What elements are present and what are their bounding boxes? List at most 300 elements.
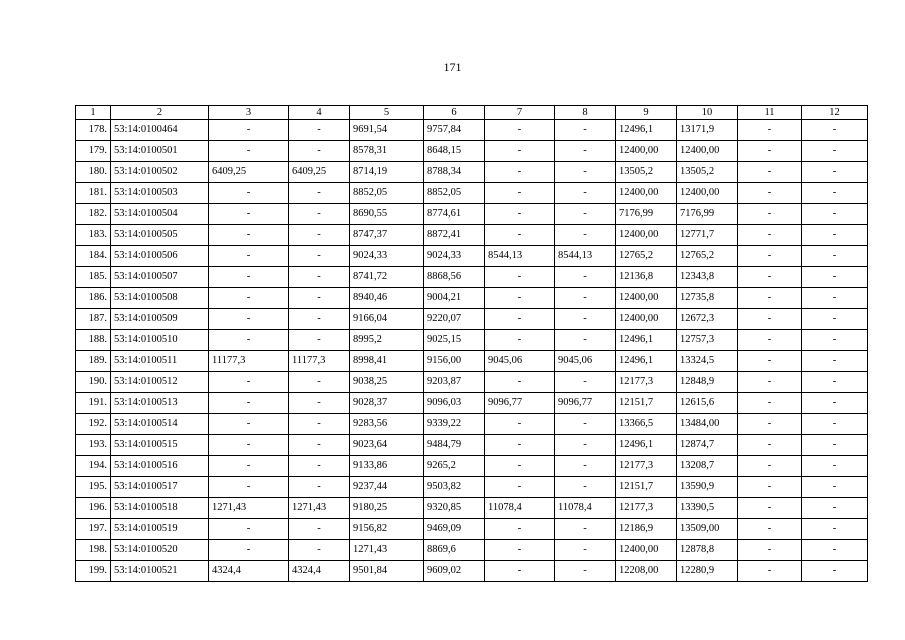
table-cell: 8872,41 — [424, 225, 485, 246]
table-cell: 8788,34 — [424, 162, 485, 183]
table-cell: - — [738, 183, 802, 204]
table-cell: - — [738, 330, 802, 351]
table-cell: - — [289, 267, 350, 288]
table-cell: 9045,06 — [555, 351, 616, 372]
table-cell: 9469,09 — [424, 519, 485, 540]
table-cell: - — [555, 456, 616, 477]
table-cell: - — [209, 120, 289, 141]
column-header: 8 — [555, 106, 616, 120]
column-header: 3 — [209, 106, 289, 120]
table-cell: 8741,72 — [350, 267, 424, 288]
table-cell: 13505,2 — [616, 162, 677, 183]
table-cell: 9320,85 — [424, 498, 485, 519]
table-cell: 12400,00 — [616, 183, 677, 204]
table-cell: 9156,00 — [424, 351, 485, 372]
table-cell: - — [289, 519, 350, 540]
cadastral-number-cell: 53:14:0100503 — [111, 183, 209, 204]
row-number-cell: 199. — [76, 561, 111, 582]
cadastral-number-cell: 53:14:0100508 — [111, 288, 209, 309]
table-cell: - — [289, 540, 350, 561]
table-cell: - — [289, 309, 350, 330]
table-cell: 13366,5 — [616, 414, 677, 435]
table-cell: - — [485, 183, 555, 204]
table-cell: 12186,9 — [616, 519, 677, 540]
table-cell: 8774,61 — [424, 204, 485, 225]
table-cell: 9096,77 — [485, 393, 555, 414]
table-row — [76, 456, 868, 477]
table-cell: 12496,1 — [616, 330, 677, 351]
table-row — [76, 267, 868, 288]
table-cell: - — [289, 477, 350, 498]
table-cell: - — [209, 225, 289, 246]
table-row — [76, 162, 868, 183]
table-cell: - — [738, 267, 802, 288]
table-cell: - — [738, 435, 802, 456]
table-row — [76, 120, 868, 141]
table-row — [76, 561, 868, 582]
table-cell: - — [485, 456, 555, 477]
table-cell: 12496,1 — [616, 351, 677, 372]
table-cell: - — [555, 288, 616, 309]
table-cell: - — [209, 435, 289, 456]
table-cell: 12280,9 — [677, 561, 738, 582]
table-cell: 9024,33 — [424, 246, 485, 267]
table-cell: - — [485, 162, 555, 183]
table-cell: - — [555, 540, 616, 561]
table-cell: - — [738, 540, 802, 561]
cadastral-number-cell: 53:14:0100517 — [111, 477, 209, 498]
row-number-cell: 196. — [76, 498, 111, 519]
table-cell: 8852,05 — [424, 183, 485, 204]
row-number-cell: 184. — [76, 246, 111, 267]
row-number-cell: 178. — [76, 120, 111, 141]
table-cell: 12771,7 — [677, 225, 738, 246]
table-cell: 11078,4 — [485, 498, 555, 519]
table-row — [76, 435, 868, 456]
table-cell: 13171,9 — [677, 120, 738, 141]
table-cell: 8544,13 — [555, 246, 616, 267]
table-cell: 12400,00 — [616, 225, 677, 246]
column-header: 5 — [350, 106, 424, 120]
table-cell: 12400,00 — [616, 540, 677, 561]
table-cell: - — [209, 309, 289, 330]
table-cell: - — [289, 456, 350, 477]
table-cell: 13324,5 — [677, 351, 738, 372]
table-cell: 9691,54 — [350, 120, 424, 141]
table-cell: - — [485, 288, 555, 309]
table-cell: - — [485, 540, 555, 561]
column-header: 12 — [802, 106, 868, 120]
table-row — [76, 372, 868, 393]
row-number-cell: 179. — [76, 141, 111, 162]
table-cell: - — [802, 183, 868, 204]
cadastral-number-cell: 53:14:0100506 — [111, 246, 209, 267]
table-cell: - — [802, 246, 868, 267]
table-cell: - — [802, 498, 868, 519]
table-cell: 13505,2 — [677, 162, 738, 183]
table-cell: 8544,13 — [485, 246, 555, 267]
table-cell: - — [209, 519, 289, 540]
table-cell: 12765,2 — [677, 246, 738, 267]
cadastral-number-cell: 53:14:0100504 — [111, 204, 209, 225]
cadastral-number-cell: 53:14:0100507 — [111, 267, 209, 288]
table-row — [76, 498, 868, 519]
table-cell: 12208,00 — [616, 561, 677, 582]
table-cell: 13208,7 — [677, 456, 738, 477]
table-cell: 11177,3 — [289, 351, 350, 372]
cadastral-number-cell: 53:14:0100518 — [111, 498, 209, 519]
table-cell: 11078,4 — [555, 498, 616, 519]
table-cell: 1271,43 — [209, 498, 289, 519]
header-row — [76, 106, 868, 120]
table-cell: 6409,25 — [209, 162, 289, 183]
table-cell: 12400,00 — [616, 288, 677, 309]
cadastral-number-cell: 53:14:0100509 — [111, 309, 209, 330]
column-header: 11 — [738, 106, 802, 120]
table-cell: 9503,82 — [424, 477, 485, 498]
table-cell: - — [289, 414, 350, 435]
table-cell: 4324,4 — [289, 561, 350, 582]
table-row — [76, 225, 868, 246]
cadastral-number-cell: 53:14:0100514 — [111, 414, 209, 435]
table-cell: 8747,37 — [350, 225, 424, 246]
table-cell: - — [485, 477, 555, 498]
table-cell: 9484,79 — [424, 435, 485, 456]
table-cell: 9096,77 — [555, 393, 616, 414]
table-cell: - — [485, 225, 555, 246]
table-cell: - — [802, 540, 868, 561]
table-cell: - — [802, 372, 868, 393]
cadastral-number-cell: 53:14:0100510 — [111, 330, 209, 351]
table-cell: 8690,55 — [350, 204, 424, 225]
table-cell: 9609,02 — [424, 561, 485, 582]
table-cell: 12151,7 — [616, 477, 677, 498]
table-cell: - — [555, 330, 616, 351]
table-cell: - — [289, 141, 350, 162]
table-cell: - — [802, 309, 868, 330]
table-row — [76, 414, 868, 435]
table-cell: 12400,00 — [616, 141, 677, 162]
table-cell: - — [738, 225, 802, 246]
cadastral-number-cell: 53:14:0100521 — [111, 561, 209, 582]
table-cell: - — [555, 309, 616, 330]
table-row — [76, 309, 868, 330]
table-row — [76, 540, 868, 561]
table-cell: 7176,99 — [677, 204, 738, 225]
row-number-cell: 197. — [76, 519, 111, 540]
table-cell: 12343,8 — [677, 267, 738, 288]
row-number-cell: 191. — [76, 393, 111, 414]
row-number-cell: 186. — [76, 288, 111, 309]
column-header: 10 — [677, 106, 738, 120]
table-cell: 9180,25 — [350, 498, 424, 519]
table-cell: 12136,8 — [616, 267, 677, 288]
cadastral-number-cell: 53:14:0100520 — [111, 540, 209, 561]
table-body — [76, 120, 868, 582]
table-cell: 9024,33 — [350, 246, 424, 267]
table-cell: - — [555, 414, 616, 435]
table-cell: 7176,99 — [616, 204, 677, 225]
table-cell: 9501,84 — [350, 561, 424, 582]
cadastral-number-cell: 53:14:0100515 — [111, 435, 209, 456]
row-number-cell: 183. — [76, 225, 111, 246]
table-cell: 11177,3 — [209, 351, 289, 372]
table-cell: - — [802, 519, 868, 540]
cadastral-number-cell: 53:14:0100511 — [111, 351, 209, 372]
table-cell: - — [738, 393, 802, 414]
table-cell: - — [289, 372, 350, 393]
table-cell: 9038,25 — [350, 372, 424, 393]
table-cell: - — [555, 204, 616, 225]
table-cell: - — [485, 561, 555, 582]
table-cell: 9133,86 — [350, 456, 424, 477]
table-cell: - — [738, 477, 802, 498]
table-cell: - — [738, 288, 802, 309]
table-cell: - — [802, 477, 868, 498]
table-cell: - — [802, 225, 868, 246]
table-cell: - — [738, 414, 802, 435]
table-cell: - — [209, 393, 289, 414]
table-cell: - — [289, 330, 350, 351]
row-number-cell: 190. — [76, 372, 111, 393]
table-cell: 9203,87 — [424, 372, 485, 393]
table-cell: 8578,31 — [350, 141, 424, 162]
table-row — [76, 393, 868, 414]
table-cell: - — [209, 540, 289, 561]
table-cell: 9237,44 — [350, 477, 424, 498]
cadastral-number-cell: 53:14:0100513 — [111, 393, 209, 414]
table-cell: 8869,6 — [424, 540, 485, 561]
table-cell: 12874,7 — [677, 435, 738, 456]
cadastral-number-cell: 53:14:0100519 — [111, 519, 209, 540]
table-cell: - — [555, 519, 616, 540]
table-cell: 13390,5 — [677, 498, 738, 519]
table-cell: 12878,8 — [677, 540, 738, 561]
table-cell: 12177,3 — [616, 498, 677, 519]
table-cell: - — [738, 204, 802, 225]
table-cell: - — [802, 288, 868, 309]
table-cell: - — [555, 183, 616, 204]
table-cell: - — [802, 120, 868, 141]
table-cell: 12400,00 — [677, 183, 738, 204]
table-cell: - — [209, 267, 289, 288]
table-cell: - — [289, 288, 350, 309]
column-header: 9 — [616, 106, 677, 120]
table-cell: 9025,15 — [424, 330, 485, 351]
table-cell: 8648,15 — [424, 141, 485, 162]
table-cell: - — [289, 204, 350, 225]
table-cell: 12848,9 — [677, 372, 738, 393]
table-row — [76, 204, 868, 225]
table-cell: - — [555, 225, 616, 246]
table-cell: - — [802, 141, 868, 162]
table-cell: - — [485, 120, 555, 141]
table-cell: - — [209, 246, 289, 267]
table-cell: - — [209, 372, 289, 393]
row-number-cell: 194. — [76, 456, 111, 477]
table-cell: - — [802, 162, 868, 183]
table-cell: - — [802, 561, 868, 582]
table-cell: - — [209, 141, 289, 162]
table-row — [76, 141, 868, 162]
page-number: 171 — [443, 60, 462, 74]
table-cell: 12735,8 — [677, 288, 738, 309]
table-cell: 8868,56 — [424, 267, 485, 288]
row-number-cell: 180. — [76, 162, 111, 183]
table-cell: - — [485, 141, 555, 162]
table-cell: 8940,46 — [350, 288, 424, 309]
table-cell: - — [289, 183, 350, 204]
table-cell: - — [738, 162, 802, 183]
table-cell: 13509,00 — [677, 519, 738, 540]
column-header: 1 — [76, 106, 111, 120]
table-cell: 12177,3 — [616, 456, 677, 477]
table-cell: - — [802, 330, 868, 351]
table-cell: - — [802, 456, 868, 477]
table-cell: - — [289, 225, 350, 246]
table-cell: - — [738, 351, 802, 372]
row-number-cell: 198. — [76, 540, 111, 561]
row-number-cell: 181. — [76, 183, 111, 204]
table-cell: 9757,84 — [424, 120, 485, 141]
table-cell: 12496,1 — [616, 435, 677, 456]
table-cell: 13590,9 — [677, 477, 738, 498]
row-number-cell: 192. — [76, 414, 111, 435]
table-cell: - — [209, 183, 289, 204]
table-cell: - — [738, 141, 802, 162]
table-cell: - — [485, 519, 555, 540]
table-cell: 6409,25 — [289, 162, 350, 183]
table-cell: 9156,82 — [350, 519, 424, 540]
table-cell: - — [485, 435, 555, 456]
table-cell: - — [209, 456, 289, 477]
row-number-cell: 182. — [76, 204, 111, 225]
table-cell: - — [738, 246, 802, 267]
table-cell: 9096,03 — [424, 393, 485, 414]
column-header: 6 — [424, 106, 485, 120]
table-header — [76, 106, 868, 120]
table-cell: 9265,2 — [424, 456, 485, 477]
table-cell: - — [209, 477, 289, 498]
table-cell: - — [555, 141, 616, 162]
column-header: 2 — [111, 106, 209, 120]
table-cell: 9283,56 — [350, 414, 424, 435]
row-number-cell: 188. — [76, 330, 111, 351]
table-cell: - — [738, 456, 802, 477]
table-cell: - — [555, 477, 616, 498]
table-row — [76, 330, 868, 351]
table-cell: - — [485, 330, 555, 351]
table-cell: - — [802, 414, 868, 435]
table-cell: 12757,3 — [677, 330, 738, 351]
table-cell: - — [802, 435, 868, 456]
table-cell: 9028,37 — [350, 393, 424, 414]
table-cell: 1271,43 — [289, 498, 350, 519]
table-cell: - — [738, 372, 802, 393]
table-cell: - — [738, 519, 802, 540]
table-cell: - — [289, 393, 350, 414]
table-cell: 12151,7 — [616, 393, 677, 414]
table-cell: - — [289, 435, 350, 456]
cadastral-number-cell: 53:14:0100464 — [111, 120, 209, 141]
table-cell: 8995,2 — [350, 330, 424, 351]
table-cell: 12400,00 — [616, 309, 677, 330]
table-cell: - — [485, 204, 555, 225]
table-cell: 12765,2 — [616, 246, 677, 267]
table-cell: - — [209, 204, 289, 225]
table-cell: 9045,06 — [485, 351, 555, 372]
table-cell: 12177,3 — [616, 372, 677, 393]
table-cell: 8998,41 — [350, 351, 424, 372]
table-cell: - — [485, 372, 555, 393]
table-cell: - — [738, 309, 802, 330]
table-cell: 1271,43 — [350, 540, 424, 561]
table-cell: - — [802, 204, 868, 225]
table-cell: 9220,07 — [424, 309, 485, 330]
column-header: 7 — [485, 106, 555, 120]
table-cell: - — [555, 120, 616, 141]
table-cell: - — [209, 288, 289, 309]
table-row — [76, 183, 868, 204]
table-cell: 9339,22 — [424, 414, 485, 435]
row-number-cell: 185. — [76, 267, 111, 288]
cadastral-number-cell: 53:14:0100512 — [111, 372, 209, 393]
table-cell: - — [802, 267, 868, 288]
row-number-cell: 189. — [76, 351, 111, 372]
table-cell: - — [209, 330, 289, 351]
table-cell: - — [555, 435, 616, 456]
row-number-cell: 195. — [76, 477, 111, 498]
data-table — [75, 105, 868, 582]
table-cell: 8852,05 — [350, 183, 424, 204]
table-cell: - — [485, 309, 555, 330]
table-cell: - — [485, 267, 555, 288]
table-cell: 13484,00 — [677, 414, 738, 435]
cadastral-number-cell: 53:14:0100505 — [111, 225, 209, 246]
table-row — [76, 288, 868, 309]
table-cell: 12615,6 — [677, 393, 738, 414]
cadastral-number-cell: 53:14:0100501 — [111, 141, 209, 162]
table-cell: - — [555, 267, 616, 288]
table-cell: - — [738, 498, 802, 519]
column-header: 4 — [289, 106, 350, 120]
table-cell: 9166,04 — [350, 309, 424, 330]
table-cell: 9004,21 — [424, 288, 485, 309]
table-cell: 4324,4 — [209, 561, 289, 582]
table-cell: - — [485, 414, 555, 435]
table-cell: - — [802, 351, 868, 372]
table-row — [76, 351, 868, 372]
table-cell: 9023,64 — [350, 435, 424, 456]
table-cell: - — [802, 393, 868, 414]
cadastral-number-cell: 53:14:0100516 — [111, 456, 209, 477]
table-row — [76, 477, 868, 498]
table-row — [76, 246, 868, 267]
table-cell: - — [738, 561, 802, 582]
table-cell: - — [555, 561, 616, 582]
cadastral-number-cell: 53:14:0100502 — [111, 162, 209, 183]
row-number-cell: 193. — [76, 435, 111, 456]
row-number-cell: 187. — [76, 309, 111, 330]
table-cell: - — [289, 120, 350, 141]
table-cell: 8714,19 — [350, 162, 424, 183]
table-cell: - — [555, 372, 616, 393]
table-cell: - — [555, 162, 616, 183]
table-cell: - — [738, 120, 802, 141]
table-cell: - — [289, 246, 350, 267]
table-row — [76, 519, 868, 540]
table-cell: 12672,3 — [677, 309, 738, 330]
